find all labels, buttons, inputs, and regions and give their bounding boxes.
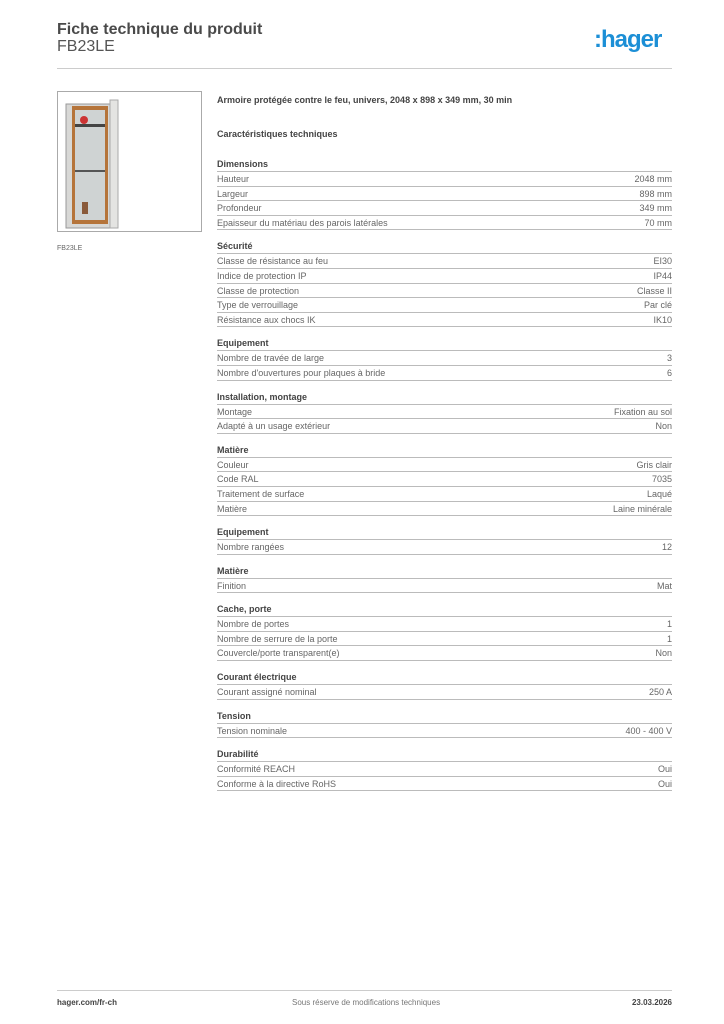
spec-label: Finition: [217, 580, 247, 591]
spec-label: Nombre rangées: [217, 542, 285, 553]
spec-row: [217, 405, 672, 420]
spec-row: [217, 172, 672, 187]
product-description: Armoire protégée contre le feu, univers, 2048 x 898 x 349 mm, 30 min: [217, 95, 513, 105]
section-title: Installation, montage: [217, 390, 672, 405]
spec-value: 349 mm: [639, 203, 672, 214]
spec-row: [217, 777, 672, 792]
section-title: Courant électrique: [217, 670, 672, 685]
product-image: [57, 91, 202, 232]
section-title: Durabilité: [217, 747, 672, 762]
spec-section: [217, 525, 672, 555]
spec-value: 1: [666, 633, 672, 644]
spec-label: Adapté à un usage extérieur: [217, 421, 331, 432]
spec-value: Oui: [657, 778, 672, 789]
section-title: Matière: [217, 564, 672, 579]
spec-label: Couleur: [217, 459, 249, 470]
spec-value: Oui: [657, 764, 672, 775]
spec-label: Type de verrouillage: [217, 300, 299, 311]
spec-row: [217, 632, 672, 647]
spec-label: Indice de protection IP: [217, 270, 307, 281]
image-caption: FB23LE: [57, 245, 83, 252]
spec-value: Classe II: [636, 285, 672, 296]
spec-section: [217, 336, 672, 380]
spec-row: [217, 579, 672, 594]
spec-label: Conformité REACH: [217, 764, 296, 775]
spec-label: Nombre d'ouvertures pour plaques à bride: [217, 367, 386, 378]
spec-row: [217, 187, 672, 202]
spec-section: [217, 564, 672, 594]
spec-label: Nombre de portes: [217, 619, 290, 630]
spec-row: [217, 472, 672, 487]
spec-value: EI30: [653, 256, 672, 267]
spec-label: Traitement de surface: [217, 488, 305, 499]
spec-row: [217, 502, 672, 517]
spec-label: Profondeur: [217, 203, 262, 214]
spec-section: [217, 390, 672, 434]
spec-label: Matière: [217, 503, 248, 514]
spec-row: [217, 458, 672, 473]
spec-label: Tension nominale: [217, 725, 288, 736]
spec-label: Conforme à la directive RoHS: [217, 778, 337, 789]
spec-value: Non: [655, 421, 672, 432]
spec-value: 1: [666, 619, 672, 630]
spec-row: [217, 685, 672, 700]
spec-section: [217, 747, 672, 791]
header-divider: [57, 68, 672, 69]
spec-section: [217, 157, 672, 230]
section-title: Dimensions: [217, 157, 672, 172]
spec-row: [217, 419, 672, 434]
spec-row: [217, 724, 672, 739]
spec-label: Nombre de serrure de la porte: [217, 633, 338, 644]
spec-value: Gris clair: [636, 459, 672, 470]
spec-value: Laine minérale: [612, 503, 672, 514]
spec-content: [217, 95, 672, 800]
spec-section: [217, 709, 672, 739]
footer-divider: [57, 990, 672, 991]
spec-row: [217, 254, 672, 269]
characteristics-title: Caractéristiques techniques: [217, 129, 338, 139]
spec-value: 6: [666, 367, 672, 378]
section-title: Sécurité: [217, 239, 672, 254]
spec-label: Code RAL: [217, 474, 259, 485]
hager-logo: :hager: [594, 26, 662, 53]
spec-value: 70 mm: [644, 217, 672, 228]
footer-note: Sous réserve de modifications techniques: [292, 998, 441, 1007]
spec-value: 3: [666, 353, 672, 364]
product-code: FB23LE: [57, 38, 115, 55]
section-title: Equipement: [217, 336, 672, 351]
spec-value: Fixation au sol: [613, 406, 672, 417]
spec-label: Epaisseur du matériau des parois latérales: [217, 217, 388, 228]
section-title: Tension: [217, 709, 672, 724]
spec-section: [217, 443, 672, 516]
spec-row: [217, 216, 672, 231]
spec-row: [217, 269, 672, 284]
spec-value: Non: [655, 648, 672, 659]
spec-label: Classe de protection: [217, 285, 300, 296]
spec-row: [217, 366, 672, 381]
spec-value: 12: [661, 542, 672, 553]
spec-section: [217, 670, 672, 700]
spec-row: [217, 762, 672, 777]
spec-label: Classe de résistance au feu: [217, 256, 329, 267]
page-title: Fiche technique du produit: [57, 21, 263, 38]
spec-label: Courant assigné nominal: [217, 687, 317, 698]
spec-row: [217, 617, 672, 632]
spec-section: [217, 602, 672, 661]
footer-date: 23.03.2026: [631, 998, 672, 1007]
section-title: Matière: [217, 443, 672, 458]
spec-row: [217, 540, 672, 555]
spec-row: [217, 298, 672, 313]
spec-row: [217, 487, 672, 502]
spec-section: [217, 239, 672, 327]
spec-value: Laqué: [646, 488, 672, 499]
spec-value: IK10: [653, 314, 672, 325]
spec-label: Nombre de travée de large: [217, 353, 325, 364]
spec-value: 400 - 400 V: [625, 725, 672, 736]
spec-sections: [217, 157, 672, 791]
spec-label: Couvercle/porte transparent(e): [217, 648, 340, 659]
footer-website[interactable]: hager.com/fr-ch: [57, 998, 118, 1007]
section-title: Cache, porte: [217, 602, 672, 617]
section-title: Equipement: [217, 525, 672, 540]
spec-label: Hauteur: [217, 174, 250, 184]
spec-value: 250 A: [648, 687, 672, 698]
spec-value: Mat: [656, 580, 672, 591]
spec-row: [217, 201, 672, 216]
spec-row: [217, 313, 672, 328]
spec-value: IP44: [653, 270, 672, 281]
spec-value: Par clé: [643, 300, 672, 311]
spec-label: Montage: [217, 406, 253, 417]
spec-value: 898 mm: [639, 188, 672, 199]
spec-label: Largeur: [217, 188, 249, 199]
spec-row: [217, 351, 672, 366]
spec-value: 2048 mm: [634, 174, 672, 184]
spec-value: 7035: [651, 474, 672, 485]
spec-row: [217, 646, 672, 661]
spec-label: Résistance aux chocs IK: [217, 314, 316, 325]
spec-row: [217, 284, 672, 299]
